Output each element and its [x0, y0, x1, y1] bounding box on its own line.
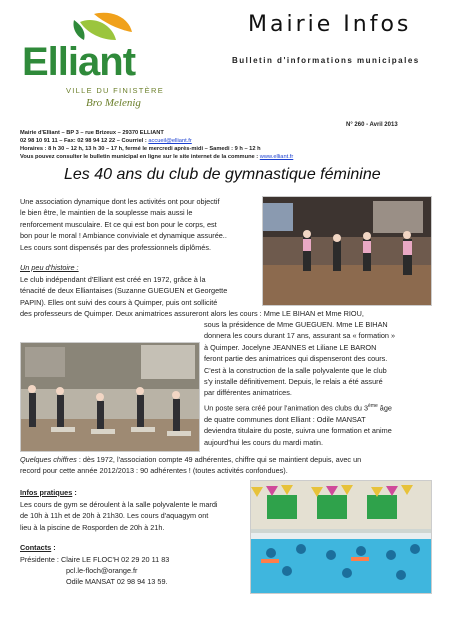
masthead-title: Mairie Infos: [248, 12, 412, 37]
history-text: Un poste sera créé pour l'animation des clubs du 3: [204, 403, 369, 413]
figures-text: : dès 1972, l'association compte 49 adhérentes, chiffre qui se maintient depuis, avec un: [76, 455, 362, 464]
contact-email-link[interactable]: accueil@elliant.fr: [148, 138, 192, 144]
history-line-wide: des professeurs de Quimper. Deux animatrices assureront alors les cours : Mme LE BIHAN et Mme RIOU,: [20, 309, 364, 318]
website-link[interactable]: www.elliant.fr: [259, 154, 294, 160]
contact-website-text: Vous pouvez consulter le bulletin municipal en ligne sur le site internet de la commune :: [20, 154, 260, 160]
history-line: C'est à la construction de la salle polyvalente que le club: [204, 365, 387, 375]
history-label: Un peu d'histoire :: [20, 263, 79, 272]
logo-breton-name: Bro Melenig: [86, 97, 141, 109]
history-paragraph-c: [204, 401, 430, 448]
ordinal-suffix: ème: [368, 403, 378, 409]
article-headline: Les 40 ans du club de gymnastique féminine: [64, 166, 381, 183]
intro-line: bon pour le moral ! Ambiance conviviale et dynamique assurée..: [20, 231, 227, 241]
history-line: sous la présidence de Mme GUEGUEN. Mme LE BIHAN: [204, 320, 388, 329]
contact-hours: Horaires : 8 h 30 – 12 h, 13 h 30 – 17 h, fermé le mercredi après-midi – Samedi : 9 h – 12 h: [20, 146, 261, 152]
logo-region: VILLE DU FINISTÈRE: [66, 86, 165, 95]
contact-address: Mairie d'Elliant – BP 3 – rue Brizeux – 29370 ELLIANT: [20, 130, 164, 136]
intro-line: Une association dynamique dont les activités ont pour objectif: [20, 197, 220, 206]
history-line: PAPIN). Elles ont suivi des cours à Quimper, puis ont sollicité: [20, 297, 218, 307]
practical-line: Les cours de gym se déroulent à la salle polyvalente le mardi: [20, 500, 218, 509]
practical-label: Infos pratiques: [20, 488, 73, 497]
masthead-subtitle: Bulletin d'informations municipales: [232, 56, 420, 65]
history-line: par différentes animatrices.: [204, 388, 292, 398]
issue-number: N° 260 - Avril 2013: [346, 122, 398, 128]
figures-line-2: record pour cette année 2012/2013 : 90 adhérentes ! (toutes activités confondues).: [20, 466, 288, 475]
history-paragraph-b: [204, 319, 430, 399]
contact-phone: 02 98 10 91 11 – Fax: 02 98 94 12 22 – Courriel :: [20, 138, 149, 144]
practical-colon: :: [72, 488, 77, 497]
history-line: Le club indépendant d'Elliant est créé en 1972, grâce à la: [20, 275, 206, 284]
photo-gym-class: [262, 196, 432, 306]
history-line: de quatre communes dont Elliant : Odile MANSAT: [204, 414, 366, 424]
history-line: [204, 401, 430, 414]
contact-odile: Odile MANSAT 02 98 94 13 59.: [66, 577, 168, 586]
contact-email: pcl.le-floch@orange.fr: [66, 566, 138, 575]
history-text: âge: [377, 403, 392, 413]
contact-president: Présidente : Claire LE FLOC'H 02 29 20 11 83: [20, 555, 170, 564]
logo-wordmark: Elliant: [22, 40, 136, 84]
intro-line: le bien être, le maintien de la souplesse mais aussi le: [20, 208, 193, 218]
practical-heading: [20, 488, 77, 497]
photo-aquagym: [250, 480, 432, 594]
contacts-colon: :: [51, 543, 56, 552]
contact-phone-line: [20, 138, 192, 144]
intro-line: renforcement musculaire. Et ce qui est bon pour le corps, est: [20, 219, 217, 229]
practical-line: lieu à la piscine de Rosporden de 20h à 21h.: [20, 522, 165, 532]
history-line: s'y installe définitivement. Depuis, le relais a été assuré: [204, 377, 383, 387]
history-line: aujourd'hui les cours du mardi matin.: [204, 437, 324, 447]
history-line: deviendra titulaire du poste, suivra une formation et anime: [204, 426, 392, 436]
intro-line: Les cours sont dispensés par des professionnels diplômés.: [20, 242, 212, 252]
figures-line: [20, 454, 361, 465]
history-line: donnera les cours durant 17 ans, assurant sa « formation »: [204, 331, 396, 341]
practical-line: de 10h à 11h et de 20h à 21h30. Les cours d'aquagym ont: [20, 511, 209, 521]
contact-website-line: [20, 154, 293, 160]
history-line: feront partie des animatrices qui dispenseront des cours.: [204, 354, 388, 364]
contacts-label: Contacts: [20, 543, 52, 552]
practical-paragraph: [20, 499, 246, 533]
contacts-heading: [20, 543, 56, 552]
figures-label: Quelques chiffres: [20, 455, 77, 464]
history-paragraph-a: [20, 274, 258, 308]
photo-step-class: [20, 342, 200, 452]
intro-paragraph: [20, 196, 258, 253]
history-line: ténacité de deux Elliantaises (Suzanne GUEGUEN et Georgette: [20, 286, 228, 296]
history-line: à Quimper. Jocelyne JEANNES et Liliane LE BARON: [204, 342, 377, 352]
